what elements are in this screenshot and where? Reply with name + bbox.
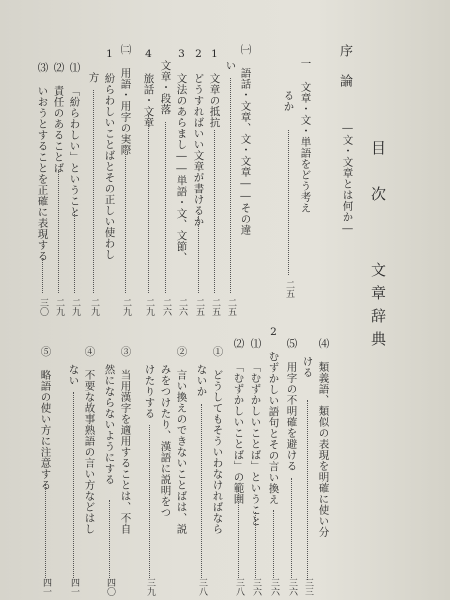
item-b1-page <box>89 298 98 316</box>
entry-n1-leader <box>74 212 75 293</box>
entry-c5-title: 用字の不明確を避ける <box>285 361 298 472</box>
entry-e2-cont2 <box>144 364 155 419</box>
entry-n2-leader <box>58 170 59 293</box>
entry-c4 <box>318 338 329 538</box>
entry-e5 <box>40 346 51 491</box>
toc-title-text: 目 次 <box>369 140 387 209</box>
entry-c5-page-num: 三六 <box>287 578 297 596</box>
item-a3-title-cont: 文章・段落 <box>159 60 172 115</box>
item-b1-title: 紛らわしいことばとその正しい使わし <box>103 73 116 260</box>
subsection-b-marker: ㈡ <box>119 44 132 55</box>
section-1-title: 文章・文・単語をどう考え <box>299 81 312 214</box>
entry-d2m-title: 「むずかしいことば」の範囲 <box>232 361 245 505</box>
entry-e4-cont <box>68 364 79 386</box>
toc-title <box>370 140 385 209</box>
section-1-title-cont: るか <box>282 90 295 112</box>
entry-c5-leader <box>291 478 292 578</box>
item-a2-page-num: 二五 <box>194 298 204 316</box>
intro-subtitle-text: ―文・文章とは何か― <box>341 122 354 235</box>
entry-e3-page-num: 四〇 <box>105 578 115 596</box>
item-a1-page-num: 二五 <box>210 298 220 316</box>
entry-c4-page-num: 三三 <box>303 578 313 596</box>
entry-d1 <box>250 338 261 527</box>
item-a3-page-num: 二六 <box>177 298 187 316</box>
entry-e4-page-num: 四一 <box>69 578 79 596</box>
entry-n3-page <box>38 298 47 316</box>
entry-e4 <box>84 346 95 535</box>
item-a1-leader <box>214 130 215 293</box>
entry-e3-title-cont: 然にならないようにする <box>103 364 116 485</box>
entry-e5-title: 略語の使い方に注意する <box>39 369 52 491</box>
entry-c4-cont <box>302 356 313 378</box>
item-a2-num: 2 <box>192 48 205 61</box>
subsection-a-marker: ㈠ <box>239 44 252 55</box>
entry-n1-marker: ⑴ <box>68 62 81 73</box>
subsection-a-title-cont: い <box>224 60 237 71</box>
entry-n1-page-num: 二九 <box>70 298 80 316</box>
item-a3-cont-page-num: 二六 <box>161 298 171 316</box>
subsection-a <box>240 44 251 236</box>
entry-e4-marker: ④ <box>83 346 96 357</box>
entry-e3-leader <box>109 500 110 578</box>
book-title <box>370 262 385 354</box>
item-a3-cont-leader <box>165 122 166 293</box>
entry-d2m <box>233 338 244 505</box>
entry-d2m-page-num: 三八 <box>234 578 244 596</box>
entry-n3 <box>37 62 48 262</box>
section-1-page-num: 二五 <box>284 280 294 298</box>
intro-subtitle <box>342 122 353 235</box>
intro-heading <box>338 44 351 89</box>
item-a4-title: 旅話・文章 <box>142 73 155 128</box>
entry-e4-title: 不要な故事熟語の言い方などはし <box>83 369 96 535</box>
entry-n2 <box>53 62 64 174</box>
entry-c5 <box>286 338 297 472</box>
entry-e2-leader <box>149 425 150 578</box>
entry-c4-marker: ⑷ <box>317 338 330 349</box>
item-a2 <box>193 48 204 227</box>
item-b1 <box>104 48 115 260</box>
entry-c5-page <box>287 578 296 596</box>
entry-n3-page-num: 三〇 <box>38 298 48 316</box>
entry-e5-page-num: 四一 <box>41 578 51 596</box>
subsection-b-title: 用語・用字の実際 <box>119 67 132 156</box>
entry-e2-marker: ② <box>175 346 188 357</box>
entry-c4-page <box>303 578 312 596</box>
item-d2 <box>268 326 279 505</box>
entry-n1 <box>69 62 80 218</box>
subsection-b-page-num: 二九 <box>121 298 131 316</box>
item-b1-title-cont: 方 <box>87 72 100 83</box>
item-a3-title: 文法のあらまし――単語・文、文節、 <box>175 73 188 263</box>
item-a1 <box>209 48 220 128</box>
item-a3-page <box>177 298 186 316</box>
entry-n3-leader <box>42 258 43 293</box>
entry-e2-cont <box>160 364 171 518</box>
item-d2-num: 2 <box>267 326 280 339</box>
item-a2-page <box>194 298 203 316</box>
subsection-b <box>120 44 131 156</box>
entry-d1-leader <box>255 512 256 578</box>
item-d2-title: むずかしい語句とその言い換え <box>267 351 280 505</box>
entry-e5-marker: ⑤ <box>39 346 52 357</box>
entry-e2 <box>176 346 187 535</box>
subsection-b-leader <box>125 150 126 293</box>
entry-e1-cont <box>196 364 207 397</box>
entry-e4-leader <box>73 392 74 578</box>
subsection-b-page <box>121 298 130 316</box>
entry-c5-marker: ⑸ <box>285 338 298 349</box>
entry-e2-page <box>145 578 154 596</box>
item-b1-page-num: 二九 <box>89 298 99 316</box>
entry-c4-title: 類義語、類似の表現を明確に使い分 <box>317 361 330 538</box>
item-a4-num: 4 <box>142 48 155 61</box>
entry-d1-page-num: 三六 <box>251 578 261 596</box>
entry-e1 <box>212 346 223 535</box>
item-a1-page <box>210 298 219 316</box>
book-title-text: 文章辞典 <box>369 262 387 354</box>
entry-n2-title: 責任のあることば <box>52 85 65 174</box>
entry-e4-page <box>69 578 78 596</box>
item-d2-page-num: 三六 <box>269 578 279 596</box>
entry-e1-page-num: 三八 <box>197 578 207 596</box>
item-d2-leader <box>273 510 274 578</box>
item-a1-num: 1 <box>208 48 221 61</box>
entry-n2-page <box>54 298 63 316</box>
subsection-a-cont <box>225 60 236 71</box>
entry-e2-title: 言い換えのできないことばは、説 <box>175 369 188 535</box>
entry-e1-title: どうしてもそういわなければなら <box>211 369 224 535</box>
entry-e1-leader <box>201 404 202 578</box>
entry-d2m-leader <box>238 490 239 578</box>
subsection-a-title: 語話・文章、文・文章――その違 <box>239 67 252 236</box>
entry-d2m-page <box>234 578 243 596</box>
item-a1-title: 文章の抵抗 <box>208 73 221 128</box>
item-b1-num: 1 <box>103 48 116 61</box>
item-b1-cont <box>88 72 99 83</box>
section-1-cont <box>283 90 294 112</box>
entry-d1-page <box>251 578 260 596</box>
item-b1-leader <box>93 90 94 293</box>
section-1-page <box>284 280 293 298</box>
item-a2-title: どうすればいい文章が書けるか <box>192 73 205 227</box>
entry-n2-page-num: 二九 <box>54 298 64 316</box>
entry-d2m-marker: ⑵ <box>232 338 245 349</box>
entry-e2-title-cont2: けたりする <box>143 364 156 419</box>
entry-c4-leader <box>307 400 308 580</box>
entry-n2-marker: ⑵ <box>52 62 65 73</box>
subsection-a-leader <box>230 78 231 293</box>
item-a3-num: 3 <box>175 48 188 61</box>
entry-e3-cont <box>104 364 115 485</box>
entry-n1-title: 「紛らわしい」ということ <box>68 85 81 218</box>
entry-n1-page <box>70 298 79 316</box>
item-a4-page <box>144 298 153 316</box>
entry-d1-title: 「むずかしいことば」ということ <box>249 361 262 527</box>
entry-e5-page <box>41 578 50 596</box>
entry-n3-title: いおうとすることを正確に表現する <box>36 85 49 262</box>
entry-e3-page <box>105 578 114 596</box>
entry-e1-page <box>197 578 206 596</box>
item-a4-leader <box>148 115 149 293</box>
entry-c4-title-cont: ける <box>301 356 314 378</box>
entry-e2-title-cont: みをつけたり、漢語に説明をつ <box>159 364 172 518</box>
subsection-a-page <box>226 298 235 316</box>
entry-e3-marker: ③ <box>119 346 132 357</box>
entry-n3-marker: ⑶ <box>36 62 49 73</box>
item-a3-cont-page <box>161 298 170 316</box>
entry-e2-page-num: 三九 <box>145 578 155 596</box>
entry-e3-title: 当用漢字を適用することは、不自 <box>119 369 132 535</box>
entry-d1-marker: ⑴ <box>249 338 262 349</box>
entry-e3 <box>120 346 131 535</box>
item-a2-leader <box>198 212 199 293</box>
entry-e5-leader <box>45 484 46 578</box>
section-1-num: 一 <box>299 58 312 69</box>
item-a3-cont <box>160 60 171 115</box>
item-a4-page-num: 二九 <box>144 298 154 316</box>
entry-e4-title-cont: ない <box>67 364 80 386</box>
section-1 <box>300 58 311 214</box>
entry-e1-marker: ① <box>211 346 224 357</box>
item-d2-page <box>269 578 278 596</box>
intro-heading-text: 序 論 <box>337 44 352 89</box>
item-a3 <box>176 48 187 263</box>
section-1-leader <box>288 130 289 275</box>
entry-e1-title-cont: ないか <box>195 364 208 397</box>
subsection-a-page-num: 二五 <box>226 298 236 316</box>
